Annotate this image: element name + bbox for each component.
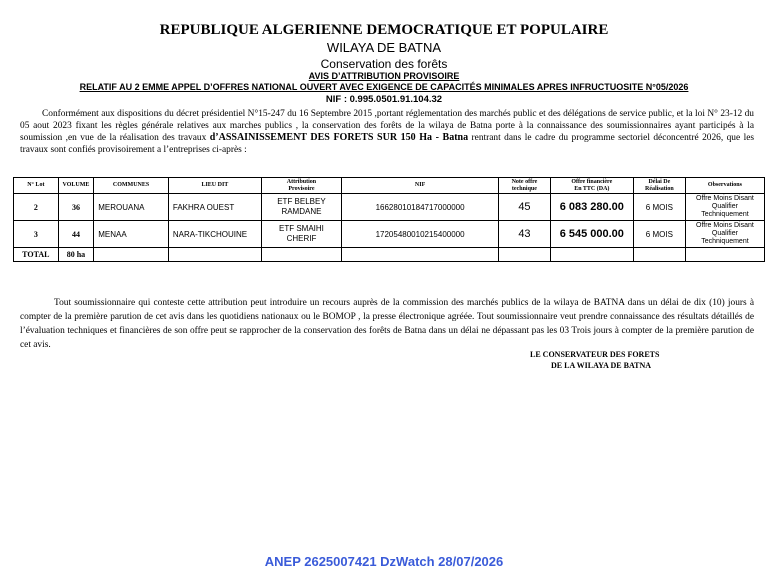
total-volume: 80 ha: [58, 248, 94, 262]
notice-subtitle: RELATIF AU 2 EMME APPEL D’OFFRES NATIONAL OUVERT AVEC EXIGENCE DE CAPACITÉS MINIMALES APRES INFRUCTUOSITE N°05/2026: [79, 82, 689, 92]
cell-commune: MEROUANA: [94, 194, 169, 221]
signature-line2: DE LA WILAYA DE BATNA: [551, 361, 652, 370]
total-label: TOTAL: [14, 248, 59, 262]
cell-lot: 2: [14, 194, 59, 221]
signature-line1: LE CONSERVATEUR DES FORETS: [530, 350, 660, 359]
table-header-row: [14, 178, 765, 194]
empty-cell: [94, 248, 169, 262]
header-offre-l1: Offre financière: [571, 178, 613, 185]
cell-lieu: FAKHRA OUEST: [168, 194, 261, 221]
cell-delai: 6 MOIS: [633, 221, 685, 248]
cell-observations: [685, 221, 764, 248]
cell-lot: 3: [14, 221, 59, 248]
cell-note: 43: [499, 221, 551, 248]
table-row: [14, 194, 765, 221]
cell-attribution: [261, 194, 341, 221]
cell-offre: 6 083 280.00: [550, 194, 633, 221]
cell-commune: MENAA: [94, 221, 169, 248]
cell-delai: 6 MOIS: [633, 194, 685, 221]
empty-cell: [685, 248, 764, 262]
cell-nif: 16628010184717000000: [342, 194, 499, 221]
header-attribution: [261, 178, 341, 194]
cell-nif: 17205480010215400000: [342, 221, 499, 248]
cell-attribution: [261, 221, 341, 248]
header-communes: COMMUNES: [94, 178, 169, 194]
header-attribution-l2: Provisoire: [288, 185, 315, 192]
attribution-table: [13, 177, 765, 262]
empty-cell: [499, 248, 551, 262]
attribution-l2: RAMDANE: [281, 207, 322, 216]
cell-offre: 6 545 000.00: [550, 221, 633, 248]
intro-paragraph: [20, 108, 754, 156]
header-delai: Délai De Réalisation: [633, 178, 685, 194]
empty-cell: [168, 248, 261, 262]
empty-cell: [550, 248, 633, 262]
header-volume: VOLUME: [58, 178, 94, 194]
empty-cell: [342, 248, 499, 262]
header-note-l1: Note offre: [511, 178, 538, 185]
obs-l2: Qualifier: [711, 230, 738, 237]
wilaya-heading: WILAYA DE BATNA: [326, 40, 442, 55]
attribution-l1: ETF SMAIHI: [279, 224, 324, 233]
anep-footer: ANEP 2625007421 DzWatch 28/07/2026: [264, 554, 504, 569]
attribution-l1: ETF BELBEY: [277, 197, 326, 206]
nif-line: NIF : 0.995.0501.91.104.32: [325, 94, 443, 105]
header-offre-l2: En TTC (DA): [574, 185, 610, 192]
recours-paragraph: Tout soumissionnaire qui conteste cette attribution peut introduire un recours auprès de la commission des marchés publics de la wilaya de BATNA dans un délai de dix (10) jours à compter de la première parution de cet avis dans les quotidiens nationaux ou le BOMOP , la presse électronique agréée. Tout soumissionnaire veut prendre connaissance des résultats détaillés de l’évaluation techniques et financières de son offre peut se rapprocher de la conservation des forêts de Batna dans un délai ne dépassant pas les 03 Trois jours à compter de la première parution de cet avis.: [20, 298, 754, 350]
header-lieu: LIEU DIT: [168, 178, 261, 194]
service-heading: Conservation des forêts: [320, 57, 448, 71]
project-name: d’ASSAINISSEMENT DES FORETS SUR 150 Ha - Batna: [209, 132, 469, 143]
table-row: [14, 221, 765, 248]
cell-volume: 44: [58, 221, 94, 248]
obs-l3: Techniquement: [701, 238, 749, 245]
obs-l1: Offre Moins Disant: [696, 222, 754, 229]
obs-l1: Offre Moins Disant: [696, 195, 754, 202]
table-total-row: [14, 248, 765, 262]
cell-note: 45: [499, 194, 551, 221]
header-attribution-l1: Attribution: [286, 178, 317, 185]
notice-title: AVIS D’ATTRIBUTION PROVISOIRE: [308, 71, 460, 81]
attribution-l2: CHERIF: [286, 234, 317, 243]
obs-l2: Qualifier: [711, 203, 738, 210]
cell-volume: 36: [58, 194, 94, 221]
cell-lieu: NARA-TIKCHOUINE: [168, 221, 261, 248]
header-offre: [550, 178, 633, 194]
obs-l3: Techniquement: [701, 211, 749, 218]
header-lot: N° Lot: [14, 178, 59, 194]
header-note: [499, 178, 551, 194]
intro-part2: rentrant dans le cadre du programme sectoriel déconcentré 2026, que les travaux sont confiés provisoirement a l’entreprises ci-après :: [20, 133, 755, 155]
header-note-l2: technique: [511, 185, 537, 192]
cell-observations: [685, 194, 764, 221]
header-nif: NIF: [342, 178, 499, 194]
empty-cell: [261, 248, 341, 262]
republic-heading: REPUBLIQUE ALGERIENNE DEMOCRATIQUE ET POPULAIRE: [159, 22, 609, 38]
empty-cell: [633, 248, 685, 262]
header-observations: Observations: [685, 178, 764, 194]
intro-part1: Conformément aux dispositions du décret présidentiel N°15-247 du 16 Septembre 2015 ,portant réglementation des marchés public et des délégations de service public, et la loi N° 23-12 du 05 aout 2023 fixant les règles générale relatives aux marches publics , la conservation des forêts de la wilaya de Batna porte à la connaissance des soumissionnaires ayant participés à la soumission ,en vue de la réalisation des travaux: [20, 109, 754, 143]
